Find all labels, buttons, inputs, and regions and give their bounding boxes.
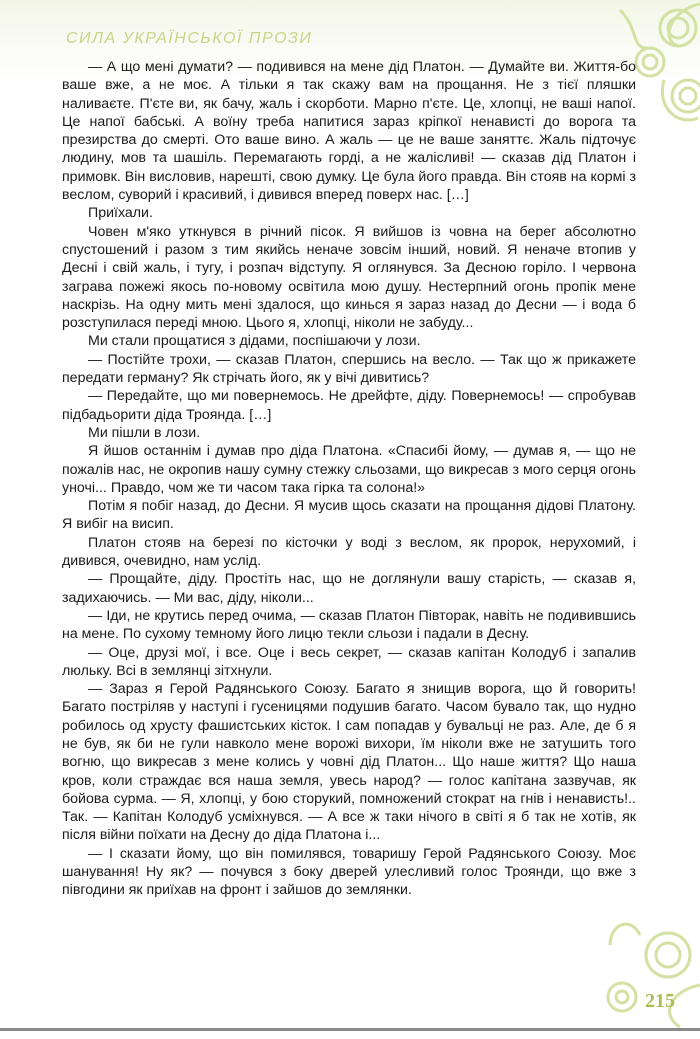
paragraph: — Зараз я Герой Радянського Союзу. Багато я знищив ворога, що й говорить! Багато постріляв у наступі і гусеницями подушив багато. Часом бувало так, що нудно робилось од хрусту фашистських кісток. І сам попадав у бувальці не раз. Але, де б я не був, як би не гули навколо мене ворожі вихори, їм ніколи вже не затушить того вогню, що викресав з мене колись у човні дід Платон... Що наше життя? Що наша кров, коли страждає вся наша земля, увесь народ? — голос капітана зазвучав, як бойова сурма. — Я, хлопці, у бою сторукий, помножений стократ на гнів і ненависть!.. Так. — Капітан Колодуб усміхнувся. — А все ж таки нічого в світі я б так не хотів, як після війни поїхати на Десну до діда Платона і... xyxy=(62,681,636,844)
paragraph: Приїхали. xyxy=(88,205,153,222)
paragraph: Я йшов останнім і думав про діда Платона. «Спасибі йому, — думав я, — що не пожалів нас, не окропив нашу сумну стежку сльозами, що викресав з мого серця огонь уночі... Правдо, чом же ти часом така гірка та солона!» xyxy=(62,443,636,496)
paragraph: Ми пішли в лози. xyxy=(88,424,201,441)
paragraph: — Передайте, що ми повернемось. Не дрейфте, діду. Повернемось! — спробував підбадьорити діда Троянда. […] xyxy=(62,388,636,423)
section-title: СИЛА УКРАЇНСЬКОЇ ПРОЗИ xyxy=(66,30,313,47)
paragraph: Ми стали прощатися з дідами, поспішаючи у лози. xyxy=(88,333,421,350)
paragraph: Потім я побіг назад, до Десни. Я мусив щось сказати на прощання дідові Платону. Я вибіг на висип. xyxy=(62,498,636,533)
body-text xyxy=(62,58,636,900)
decorative-swirl-bottom xyxy=(550,915,700,1039)
paragraph: Човен м'яко уткнувся в річний пісок. Я вийшов із човна на берег абсолютно спустошений і разом з тим якийсь неначе зовсім інший, новий. Я неначе втопив у Десні і свій жаль, і тугу, і розпач відступу. Я оглянувся. За Десною горіло. І червона заграва пожежі якось по-новому освітила мою душу. Нестерпний огонь пропік мене наскрізь. На одну мить мені здалося, що кинься я зараз назад до Десни — і вода б розступилася переді мною. Цього я, хлопці, ніколи не забуду... xyxy=(62,223,636,332)
paragraph: — Прощайте, діду. Простіть нас, що не доглянули вашу старість, — сказав я, задихаючись. — Ми вас, діду, ніколи... xyxy=(62,571,636,606)
page-number: 215 xyxy=(645,990,675,1012)
paragraph: — Іди, не крутись перед очима, — сказав Платон Півторак, навіть не подивившись на мене. По сухому темному його лицю текли сльози і падали в Десну. xyxy=(62,607,636,643)
footer-rule xyxy=(0,1028,700,1031)
paragraph: — Постійте трохи, — сказав Платон, спершись на весло. — Так що ж прикажете передати герману? Як стрічать його, як у вічі дивитись? xyxy=(62,351,636,387)
paragraph: — І сказати йому, що він помилявся, товаришу Герой Радянського Союзу. Моє шанування! Ну як? — почувся з боку дверей улесливий голос Троянди, що вже з півгодини як приїхав на фронт і зайшов до землянки. xyxy=(62,845,636,899)
paragraph: Платон стояв на березі по кісточки у воді з веслом, як пророк, нерухомий, і дивився, очевидно, нам услід. xyxy=(62,534,636,570)
paragraph: — А що мені думати? — подивився на мене дід Платон. — Думайте ви. Життя-бо ваше вже, а не моє. А тільки я так скажу вам на прощання. Не з тієї пляшки наливаєте. П'єте ви, як бачу, жаль і скорботи. Марно п'єте. Це, хлопці, не ваші напої. Це напої бабські. А воїну треба напитися зараз кріпкої ненависті до ворога та презирства до смерті. Ото ваше вино. А жаль — це не ваше заняттє. Жаль підточує людину, мов та шашіль. Перемагають горді, а не жалісливі! — сказав дід Платон і примовк. Він висловив, нарешті, свою думку. Це була його правда. Він стояв на кормі з веслом, суворий і красивий, і дивився вперед поверх нас. […] xyxy=(62,59,636,204)
paragraph: — Оце, друзі мої, і все. Оце і весь секрет, — сказав капітан Колодуб і запалив люльку. Всі в землянці зітхнули. xyxy=(62,644,636,679)
